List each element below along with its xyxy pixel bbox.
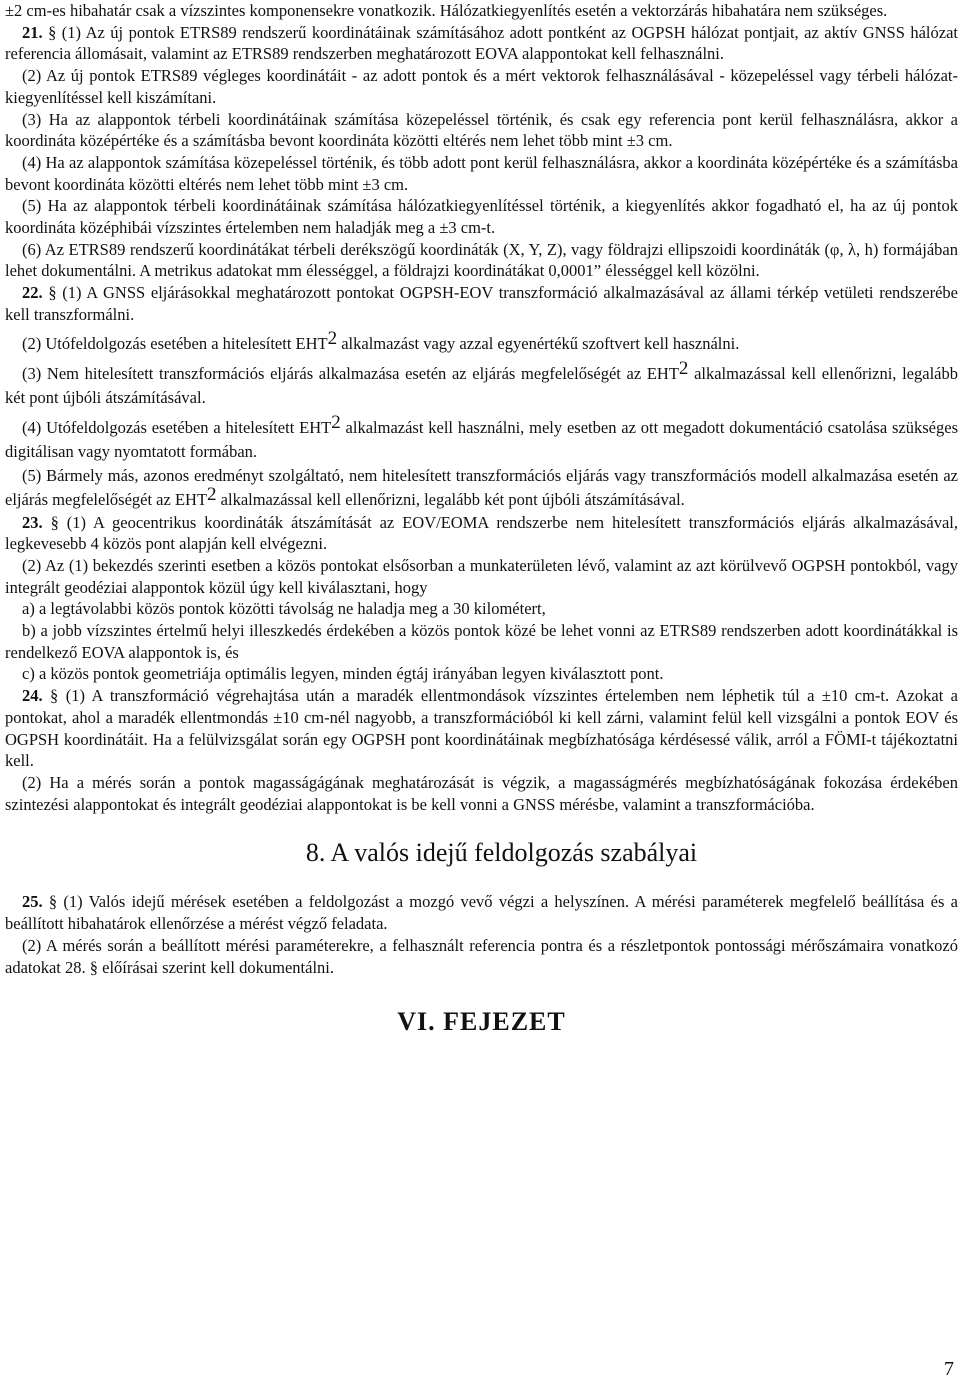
superscript: 2 bbox=[327, 327, 338, 349]
document-page bbox=[5, 0, 958, 1038]
section-25-para-2: (2) A mérés során a beállított mérési paraméterekre, a felhasznált referencia pontra és a részletpontok pontossági mérőszámaira vonatkozó adatokat 28. § előírásai szerint kell dokumentálni. bbox=[5, 935, 958, 977]
section-22-para-4 bbox=[5, 411, 958, 464]
section-21-para-3: (3) Ha az alappontok térbeli koordinátáinak számítása közepeléssel történik, és csak egy referencia pont kerül felhasználásra, akkor a koordináta középértéke és a számításba bevont koordináta közötti eltérés nem lehet több mint ±3 cm. bbox=[5, 109, 958, 151]
section-22-number: 22. bbox=[22, 283, 43, 303]
section-23-item-a: a) a legtávolabbi közös pontok közötti távolság ne haladja meg a 30 kilométert, bbox=[22, 599, 546, 619]
section-23-item-c: c) a közös pontok geometriája optimális legyen, minden égtáj irányában legyen kiválasztott pont. bbox=[22, 664, 664, 684]
superscript: 2 bbox=[207, 483, 217, 505]
section-24-para-1-text: § (1) A transzformáció végrehajtása után a maradék ellentmondások vízszintes értelemben nem léphetik túl a ±10 cm-t. Azokat a pontokat, ahol a maradék ellentmondás ±10 cm-nél nagyobb, a transzformációból ki kell zárni, valamint felül kell vizsgálni a pontok EOV és OGPSH koordinátáit. Ha a felülvizsgálat során egy OGPSH pont koordinátáinak megbízhatósága kérdésessé válik, arról a FÖMI-t tájékoztatni kell. bbox=[5, 686, 959, 771]
section-22-para-3-text-b: alkalmazással kell ellenőrizni, legalább két pont újbóli átszámításával. bbox=[5, 363, 958, 407]
section-22-para-2-text-b: alkalmazást vagy azzal egyenértékű szoftvert kell használni. bbox=[337, 333, 740, 353]
section-24-para-2: (2) Ha a mérés során a pontok magasságágának meghatározását is végzik, a magasságmérés megbízhatóságának fokozása érdekében szintezési alappontokat és integrált geodéziai alappontokat is be kell vonni a GNSS mérésbe, valamint a transzformációba. bbox=[5, 772, 958, 814]
section-23-item-b: b) a jobb vízszintes értelmű helyi illeszkedés érdekében a közös pontok közé be lehet vonni az ETRS89 rendszerben adott koordinátákkal is rendelkező EOVA alappontok is, és bbox=[5, 621, 958, 662]
section-22-para-2-text-a: (2) Utófeldolgozás esetében a hitelesített EHT bbox=[22, 333, 328, 353]
section-25-para-1-text: § (1) Valós idejű mérések esetében a feldolgozást a mozgó vevő végzi a helyszínen. A mérési paraméterek megfelelő beállítása és a beállított hibahatárok ellenőrzése a mérést végző feladata. bbox=[5, 892, 958, 934]
section-22-para-5-text-a: (5) Bármely más, azonos eredményt szolgáltató, nem hitelesített transzformációs eljárás vagy transzformációs modell alkalmazása esetén az eljárás megfelelőségét az EHT bbox=[5, 465, 958, 509]
section-22-para-5 bbox=[5, 464, 958, 512]
section-22-para-1-text: § (1) A GNSS eljárásokkal meghatározott pontokat OGPSH-EOV transzformáció alkalmazásával az állami térkép vetületi rendszerébe kell transzformálni. bbox=[5, 283, 958, 324]
section-22-para-3 bbox=[5, 357, 958, 410]
superscript: 2 bbox=[678, 357, 689, 379]
section-21-para-4: (4) Ha az alappontok számítása közepeléssel történik, és több adott pont kerül felhasználásra, akkor a koordináta középértéke és a számításba bevont koordináta közötti eltérés nem lehet több mint ±3 cm. bbox=[5, 152, 958, 194]
section-25-para-1 bbox=[5, 891, 958, 934]
section-22-para-2 bbox=[5, 327, 958, 356]
section-24-para-1 bbox=[5, 685, 958, 772]
section-21-number: 21. bbox=[22, 22, 43, 42]
section-23-para-1 bbox=[5, 512, 958, 555]
section-22-para-1 bbox=[5, 282, 958, 325]
section-21-para-2: (2) Az új pontok ETRS89 végleges koordinátáit - az adott pontok és a mért vektorok felhasználásával - közepeléssel vagy térbeli hálózat-kiegyenlítéssel kell kiszámítani. bbox=[5, 66, 958, 107]
section-21-para-5: (5) Ha az alappontok térbeli koordinátáinak számítása hálózatkiegyenlítéssel történik, a kiegyenlítés akkor fogadható el, ha az új pontok koordináta középhibái vízszintes értelemben nem haladják meg a ±3 cm-t. bbox=[5, 196, 958, 238]
section-21-para-6: (6) Az ETRS89 rendszerű koordinátákat térbeli derékszögű koordináták (X, Y, Z), vagy földrajzi ellipszoidi koordináták (φ, λ, h) formájában lehet dokumentálni. A metrikus adatokat mm élességgel, a földrajzi koordinátákat 0,0001” élességgel kell közölni. bbox=[5, 239, 958, 281]
chapter-heading: VI. FEJEZET bbox=[397, 1007, 566, 1037]
section-21-para-1 bbox=[5, 22, 958, 65]
heading-section-8: 8. A valós idejű feldolgozás szabályai bbox=[305, 838, 698, 868]
section-22-para-4-text-a: (4) Utófeldolgozás esetében a hitelesített EHT bbox=[22, 417, 332, 437]
paragraph-intro: ±2 cm-es hibahatár csak a vízszintes komponensekre vonatkozik. Hálózatkiegyenlítés esetén a vektorzárás hibahatára nem szükséges. bbox=[5, 1, 888, 20]
section-23-para-1-text: § (1) A geocentrikus koordináták átszámítását az EOV/EOMA rendszerbe nem hitelesített transzformációs eljárás alkalmazásával, legkevesebb 4 közös pont alapján kell elvégezni. bbox=[5, 512, 959, 554]
section-23-number: 23. bbox=[22, 512, 43, 532]
section-21-para-1-text: § (1) Az új pontok ETRS89 rendszerű koordinátáinak számításához adott pontként az OGPSH hálózat pontjait, az aktív GNSS hálózat referencia állomásait, valamint az ETRS89 rendszerben meghatározott EOVA alappontokat kell felhasználni. bbox=[5, 22, 958, 64]
superscript: 2 bbox=[331, 411, 341, 433]
section-24-number: 24. bbox=[22, 686, 43, 706]
section-22-para-4-text-b: alkalmazást kell használni, mely esetben az ott megadott dokumentáció csatolása szükséges digitálisan vagy nyomtatott formában. bbox=[5, 417, 958, 461]
section-23-para-2: (2) Az (1) bekezdés szerinti esetben a közös pontokat elsősorban a munkaterületen lévő, valamint az azt körülvevő OGPSH pontokból, vagy integrált geodéziai alappontok közül úgy kell kiválasztani, hogy bbox=[5, 555, 958, 597]
section-25-number: 25. bbox=[22, 892, 43, 912]
section-22-para-5-text-b: alkalmazással kell ellenőrizni, legalább két pont újbóli átszámításával. bbox=[216, 489, 685, 509]
section-22-para-3-text-a: (3) Nem hitelesített transzformációs eljárás alkalmazása esetén az eljárás megfelelőségét az EHT bbox=[22, 363, 679, 383]
page-number: 7 bbox=[944, 1358, 954, 1380]
